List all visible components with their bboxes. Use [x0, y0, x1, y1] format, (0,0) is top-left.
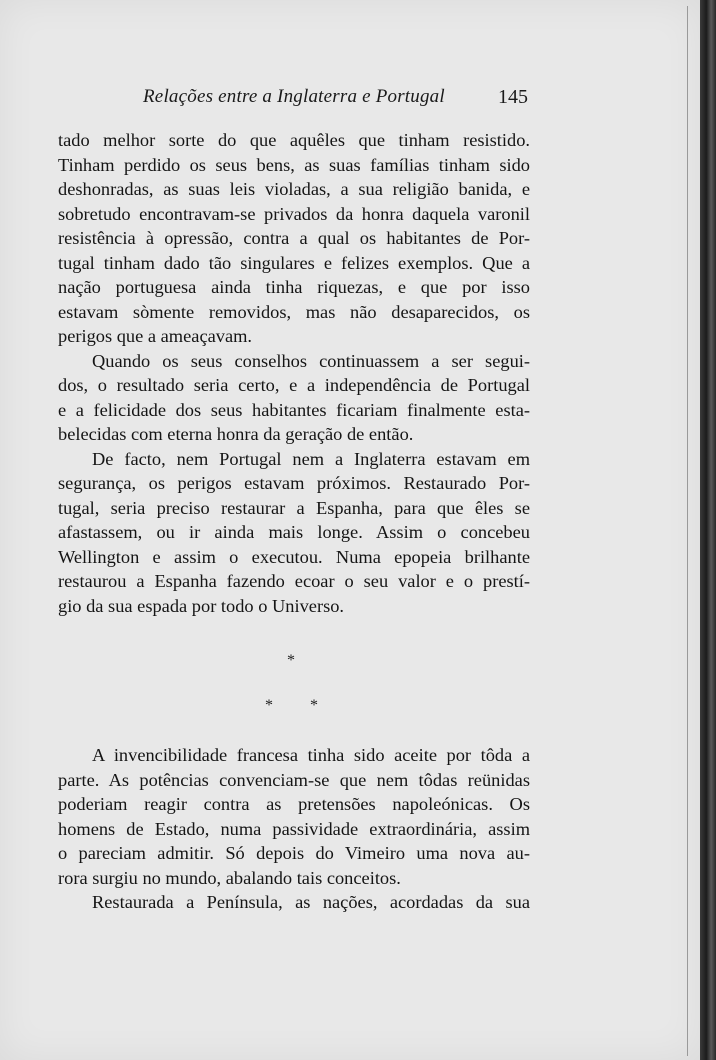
text-line: Quando os seus conselhos continuassem a ser segui- [92, 350, 530, 371]
body-text-block-2 [58, 743, 530, 915]
text-line: resistência à opressão, contra a qual os habitantes de Por- [58, 228, 530, 248]
book-spine-edge [700, 0, 716, 1060]
text-line: segurança, os perigos estavam próximos. Restaurado Por- [58, 473, 530, 493]
text-line: A invencibilidade francesa tinha sido aceite por tôda a [92, 745, 530, 765]
page-number: 145 [498, 86, 528, 108]
text-line: poderiam reagir contra as pretensões napoleónicas. Os [58, 794, 530, 814]
text-line: e a felicidade dos seus habitantes ficariam finalmente esta- [58, 399, 530, 420]
section-star: * [310, 697, 318, 714]
text-line: Restaurada a Península, as nações, acordadas da sua [92, 892, 530, 912]
text-line: De facto, nem Portugal nem a Inglaterra estavam em [92, 448, 530, 469]
text-line: Wellington e assim o executou. Numa epopeia brilhante [58, 546, 530, 567]
text-line: tugal, seria preciso restaurar a Espanha, para que êles se [58, 497, 530, 518]
text-line: estavam sòmente removidos, mas não desaparecidos, os [58, 301, 530, 322]
section-star: * [265, 697, 273, 714]
text-line: sobretudo encontravam-se privados da honra daquela varonil [58, 203, 530, 224]
text-line: tado melhor sorte do que aquêles que tinham resistido. [58, 130, 530, 150]
text-line: gio da sua espada por todo o Universo. [58, 595, 345, 616]
page-header [0, 86, 700, 116]
section-star: * [287, 652, 295, 669]
page-edge-line [687, 6, 688, 1056]
text-line: homens de Estado, numa passividade extraordinária, assim [58, 818, 530, 839]
text-line: parte. As potências convenciam-se que nem tôdas reünidas [58, 769, 530, 790]
text-line: rora surgiu no mundo, abalando tais conceitos. [58, 867, 401, 888]
text-line: perigos que a ameaçavam. [58, 326, 253, 346]
text-line: nação portuguesa ainda tinha riquezas, e que por isso [58, 277, 530, 297]
text-line: deshonradas, as suas leis violadas, a sua religião banida, e [58, 179, 530, 199]
body-text-block-1 [58, 128, 530, 618]
running-title: Relações entre a Inglaterra e Portugal [143, 86, 445, 107]
text-line: tugal tinham dado tão singulares e felizes exemplos. Que a [58, 252, 530, 273]
text-line: restaurou a Espanha fazendo ecoar o seu valor e o prestí- [58, 571, 530, 591]
text-line: Tinham perdido os seus bens, as suas famílias tinham sido [58, 154, 530, 175]
text-line: belecidas com eterna honra da geração de então. [58, 424, 414, 444]
text-line: afastassem, ou ir ainda mais longe. Assim o concebeu [58, 522, 530, 542]
text-line: o pareciam admitir. Só depois do Vimeiro uma nova au- [58, 843, 530, 863]
text-line: dos, o resultado seria certo, e a independência de Portugal [58, 375, 530, 395]
